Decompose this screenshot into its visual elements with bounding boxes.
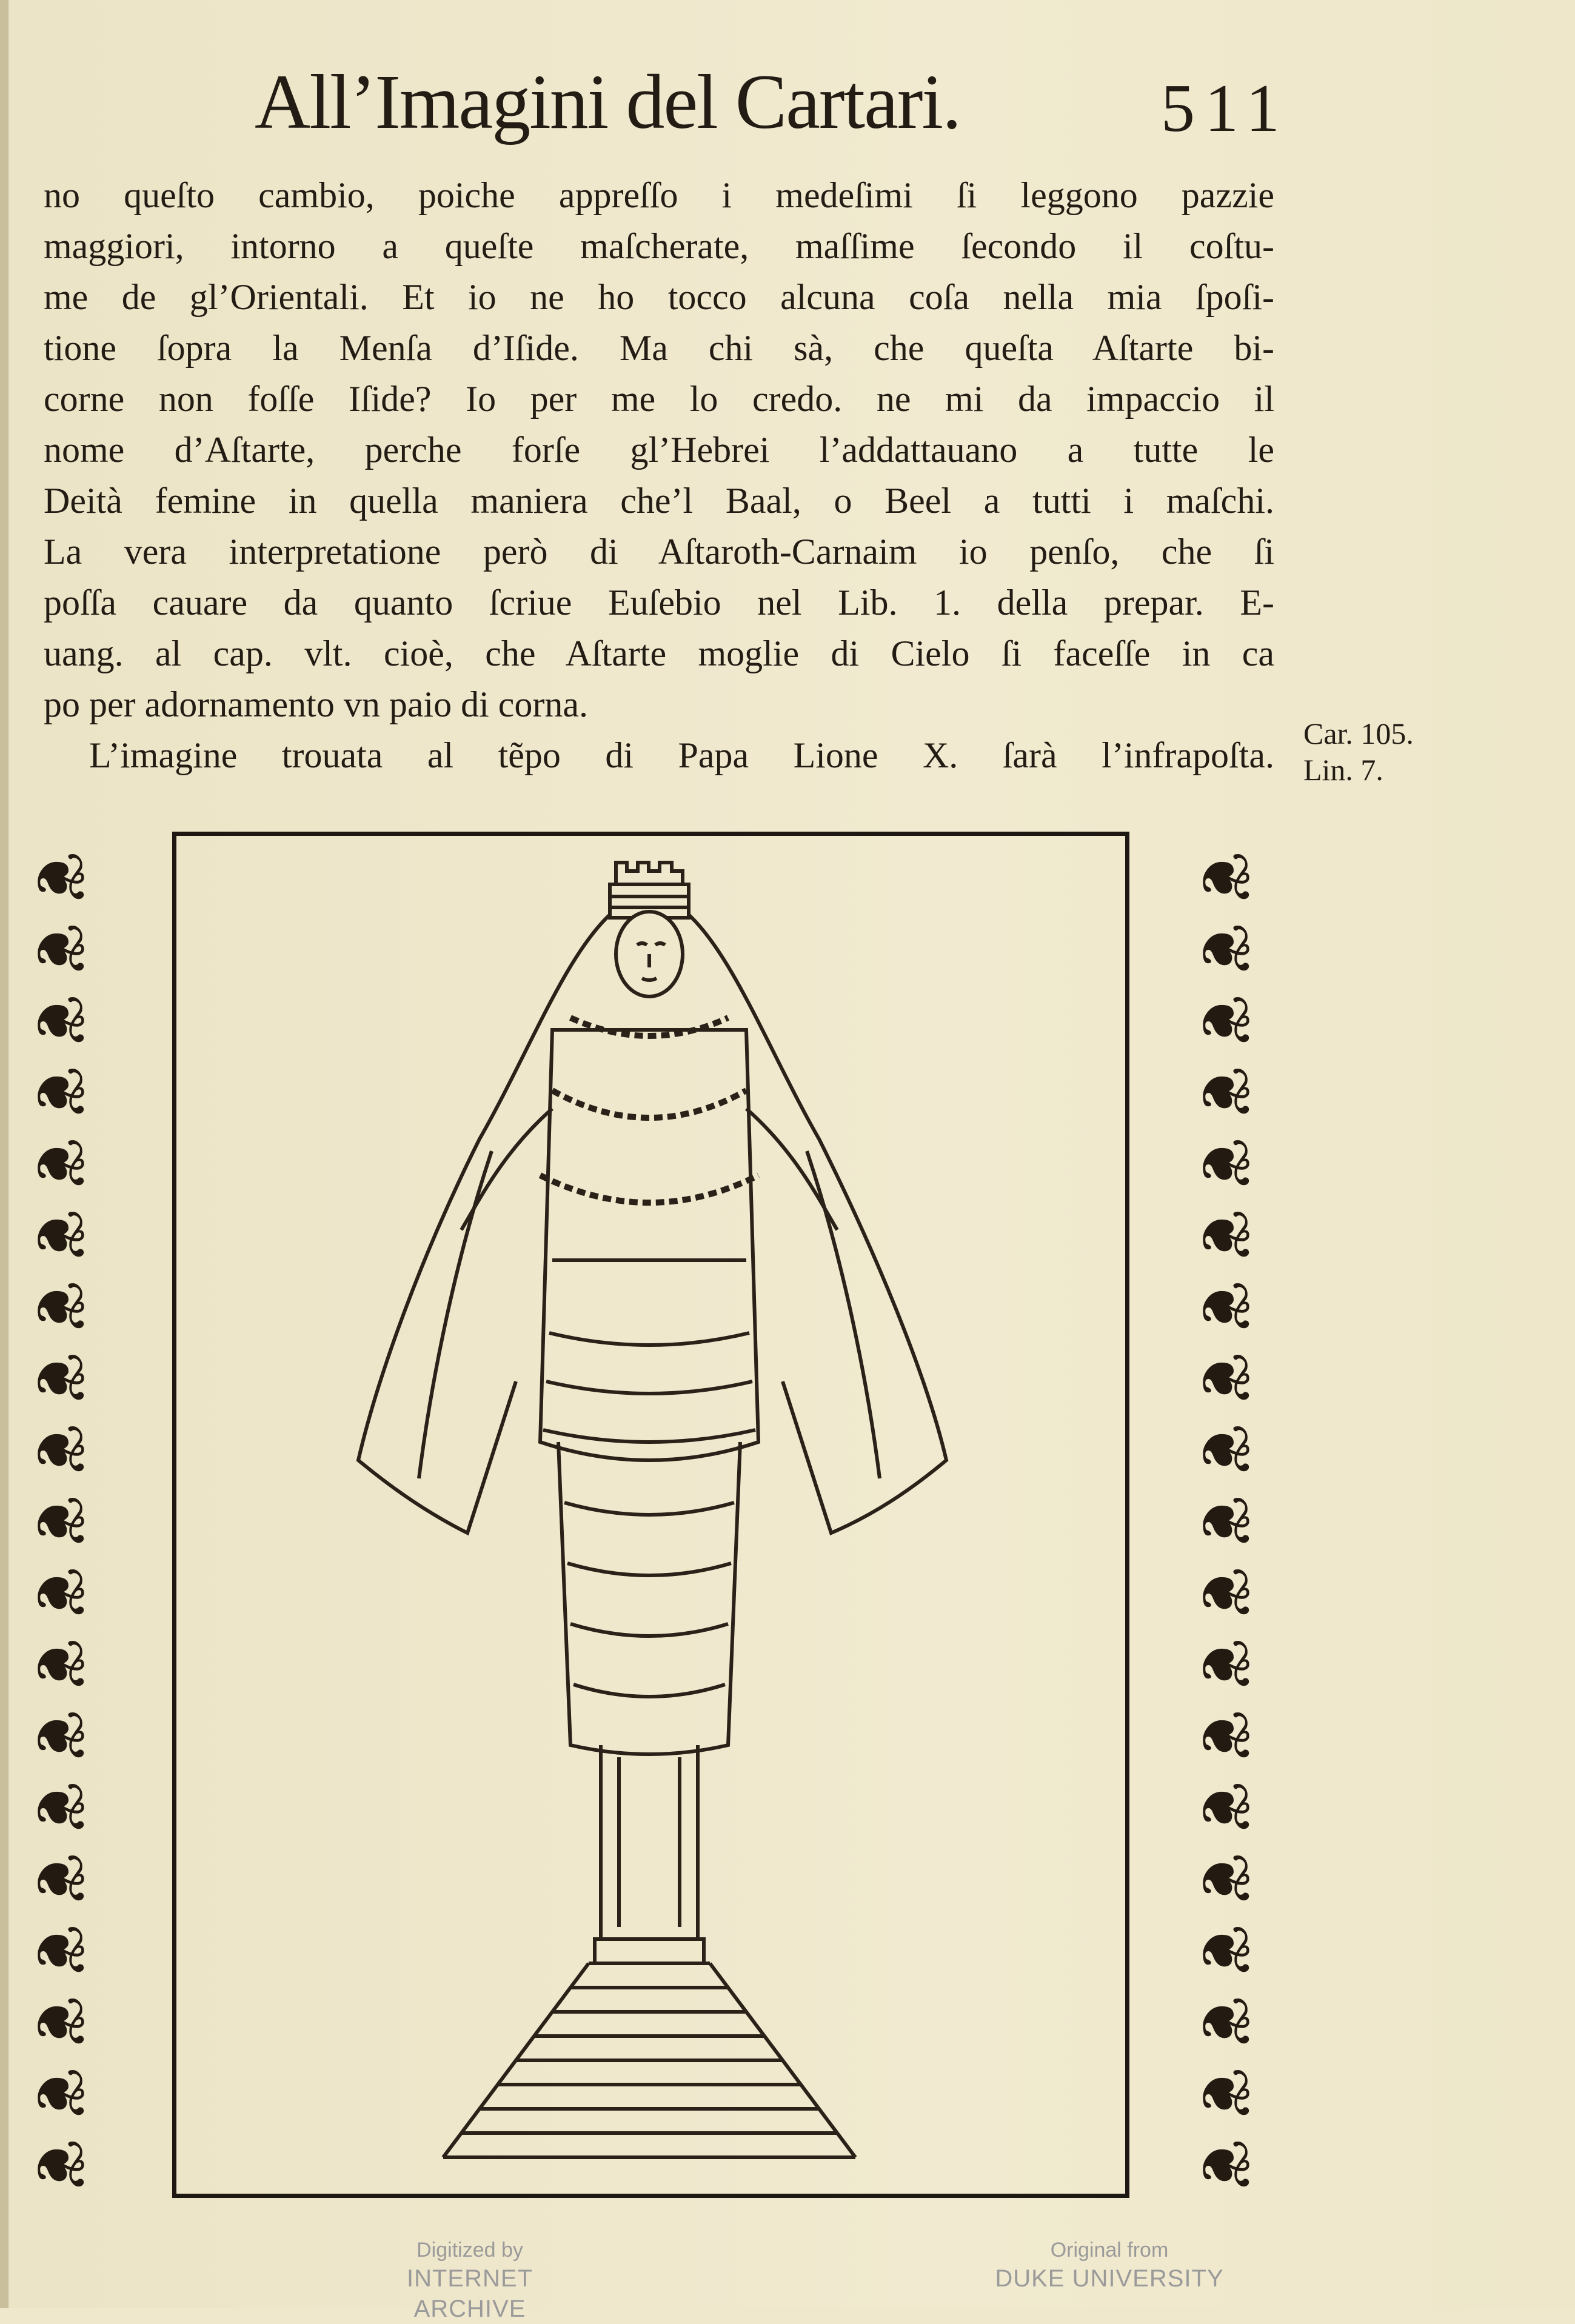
woodcut-illustration (172, 832, 1129, 2198)
text-line: poſſa cauare da quanto ſcriue Euſebio nel Lib. 1. della prepar. E- (44, 583, 1274, 623)
ornament-icon: ❦ (1185, 1565, 1264, 1622)
ornamental-border-right (1182, 843, 1267, 2194)
page-edge (0, 0, 8, 2308)
running-title: All’Imagini del Cartari. (255, 59, 961, 145)
page-number: 511 (1161, 71, 1289, 146)
ornament-icon: ❦ (20, 1207, 99, 1264)
ornament-icon: ❦ (1185, 2066, 1264, 2123)
ornament-icon: ❦ (20, 1708, 99, 1765)
body-text (44, 170, 1274, 781)
ornament-icon: ❦ (1185, 1851, 1264, 1908)
ornament-icon: ❦ (1185, 1494, 1264, 1551)
text-line: Deità femine in quella maniera che’l Baal, o Beel a tutti i maſchi. (44, 481, 1274, 521)
text-line: maggiori, intorno a queſte maſcherate, maſſime ſecondo il coſtu- (44, 226, 1274, 266)
credit-label: Digitized by (416, 2239, 523, 2262)
credit-label: Original from (1050, 2239, 1169, 2262)
caption-line: L’imagine trouata al tẽpo di Papa Lione X. ſarà l’infrapoſta. (89, 735, 1274, 775)
ornament-icon: ❦ (1185, 1207, 1264, 1264)
ornament-icon: ❦ (20, 1637, 99, 1694)
ornament-icon: ❦ (1185, 1780, 1264, 1837)
original-from-credit (982, 2237, 1237, 2294)
ornament-icon: ❦ (20, 1064, 99, 1121)
ornament-icon: ❦ (1185, 993, 1264, 1050)
ornament-icon: ❦ (1185, 921, 1264, 978)
ornament-icon: ❦ (20, 2066, 99, 2123)
credit-source: DUKE UNIVERSITY (995, 2265, 1224, 2292)
credit-source: INTERNET ARCHIVE (407, 2265, 533, 2322)
ornament-icon: ❦ (20, 1422, 99, 1479)
margin-note (1303, 715, 1414, 788)
astarte-figure-icon (176, 836, 1125, 2194)
ornament-icon: ❦ (1185, 1136, 1264, 1193)
text-line: me de gl’Orientali. Et io ne ho tocco alcuna coſa nella mia ſpoſi- (44, 277, 1274, 317)
ornament-icon: ❦ (20, 1565, 99, 1622)
ornament-icon: ❦ (20, 1994, 99, 2051)
ornament-icon: ❦ (1185, 1637, 1264, 1694)
ornament-icon: ❦ (20, 850, 99, 907)
ornament-icon: ❦ (20, 1780, 99, 1837)
ornament-icon: ❦ (20, 1494, 99, 1551)
digitized-by-credit (358, 2237, 582, 2324)
margin-note-line: Lin. 7. (1303, 753, 1383, 787)
text-line: po per adornamento vn paio di corna. (44, 684, 589, 724)
ornament-icon: ❦ (1185, 1351, 1264, 1407)
margin-note-line: Car. 105. (1303, 716, 1414, 750)
text-line: tione ſopra la Menſa d’Iſide. Ma chi sà, che queſta Aſtarte bi- (44, 328, 1274, 368)
ornamental-border-left (17, 843, 102, 2194)
ornament-icon: ❦ (1185, 2137, 1264, 2194)
text-line: uang. al cap. vlt. cioè, che Aſtarte moglie di Cielo ſi faceſſe in ca (44, 633, 1274, 673)
ornament-icon: ❦ (1185, 1422, 1264, 1479)
ornament-icon: ❦ (20, 1136, 99, 1193)
ornament-icon: ❦ (20, 993, 99, 1050)
ornament-icon: ❦ (1185, 1994, 1264, 2051)
ornament-icon: ❦ (20, 1851, 99, 1908)
ornament-icon: ❦ (1185, 850, 1264, 907)
ornament-icon: ❦ (1185, 1708, 1264, 1765)
ornament-icon: ❦ (20, 1923, 99, 1980)
ornament-icon: ❦ (1185, 1064, 1264, 1121)
ornament-icon: ❦ (20, 921, 99, 978)
ornament-icon: ❦ (1185, 1279, 1264, 1336)
ornament-icon: ❦ (20, 1351, 99, 1407)
ornament-icon: ❦ (20, 1279, 99, 1336)
text-line: nome d’Aſtarte, perche forſe gl’Hebrei l’addattauano a tutte le (44, 430, 1274, 470)
ornament-icon: ❦ (20, 2137, 99, 2194)
text-line: La vera interpretatione però di Aſtaroth-Carnaim io penſo, che ſi (44, 532, 1274, 572)
text-line: corne non foſſe Iſide? Io per me lo credo. ne mi da impaccio il (44, 379, 1274, 419)
ornament-icon: ❦ (1185, 1923, 1264, 1980)
text-line: no queſto cambio, poiche appreſſo i medeſimi ſi leggono pazzie (44, 175, 1274, 215)
